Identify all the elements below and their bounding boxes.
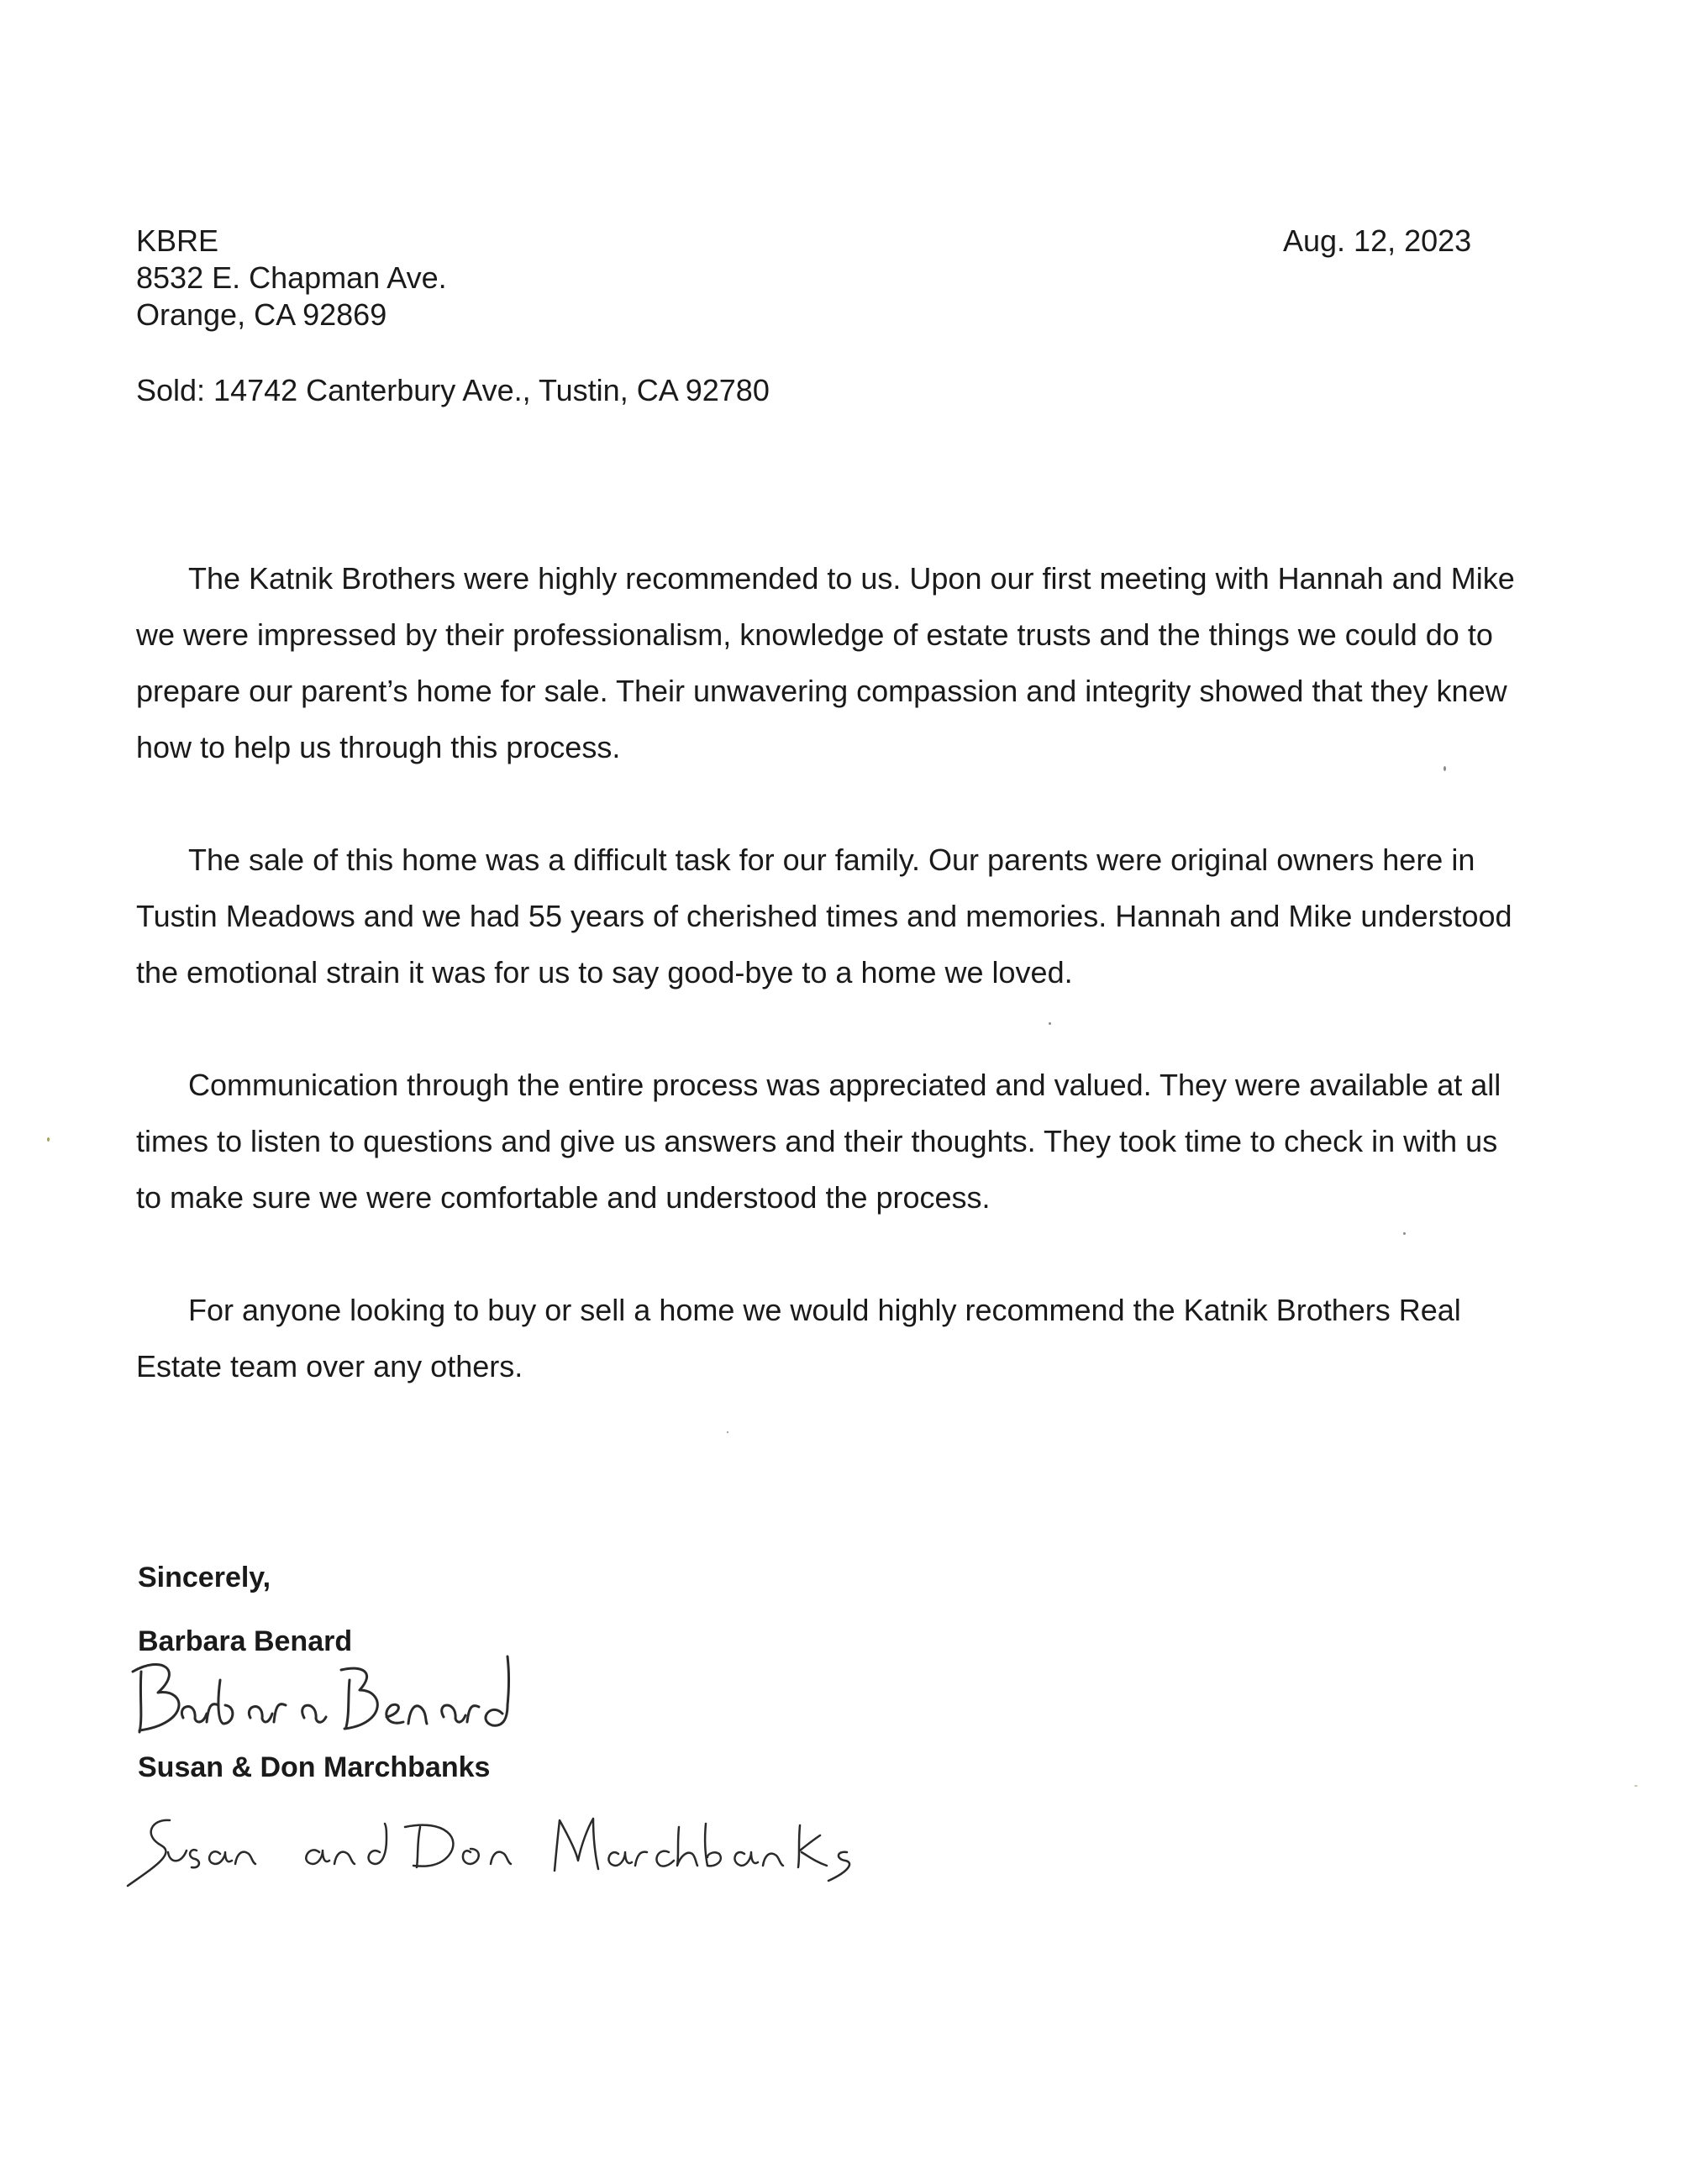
letter-date: Aug. 12, 2023	[1283, 223, 1472, 258]
scan-speck	[47, 1137, 50, 1142]
body-paragraph-2: The sale of this home was a difficult task for our family. Our parents were original owners here in Tustin Meadows and we had 55 years of cherished times and memories. Hannah and Mike understood the emotional strain it was for us to say good-bye to a home we loved.	[136, 843, 1512, 990]
body-paragraph-4: For anyone looking to buy or sell a home we would highly recommend the Katnik Brothers Real Estate team over any others.	[136, 1293, 1461, 1383]
recipient-city: Orange, CA 92869	[136, 297, 387, 332]
subject-line: Sold: 14742 Canterbury Ave., Tustin, CA 92780	[136, 373, 770, 407]
recipient-name: KBRE	[136, 223, 219, 258]
body-paragraph-1: The Katnik Brothers were highly recommended to us. Upon our first meeting with Hannah and Mike we were impressed by their professionalism, knowledge of estate trusts and the things we could do to prepare our parent’s home for sale. Their unwavering compassion and integrity showed that they knew how to help us through this process.	[136, 561, 1515, 764]
scan-speck	[1443, 766, 1446, 771]
scan-speck	[1403, 1232, 1406, 1235]
signer-name-2: Susan & Don Marchbanks	[138, 1751, 491, 1783]
signature-susan-don-marchbanks	[118, 1802, 1025, 1894]
signature-barbara-benard	[124, 1646, 544, 1743]
scan-speck	[1049, 1022, 1051, 1025]
signer-name-1: Barbara Benard	[138, 1625, 353, 1657]
scan-speck	[1634, 1785, 1638, 1787]
closing-salutation: Sincerely,	[138, 1562, 271, 1593]
recipient-street: 8532 E. Chapman Ave.	[136, 260, 447, 295]
scan-speck	[727, 1431, 728, 1433]
body-paragraph-3: Communication through the entire process was appreciated and valued. They were available at all times to listen to questions and give us answers and their thoughts. They took time to check in with us to make sure we were comfortable and understood the process.	[136, 1068, 1501, 1215]
